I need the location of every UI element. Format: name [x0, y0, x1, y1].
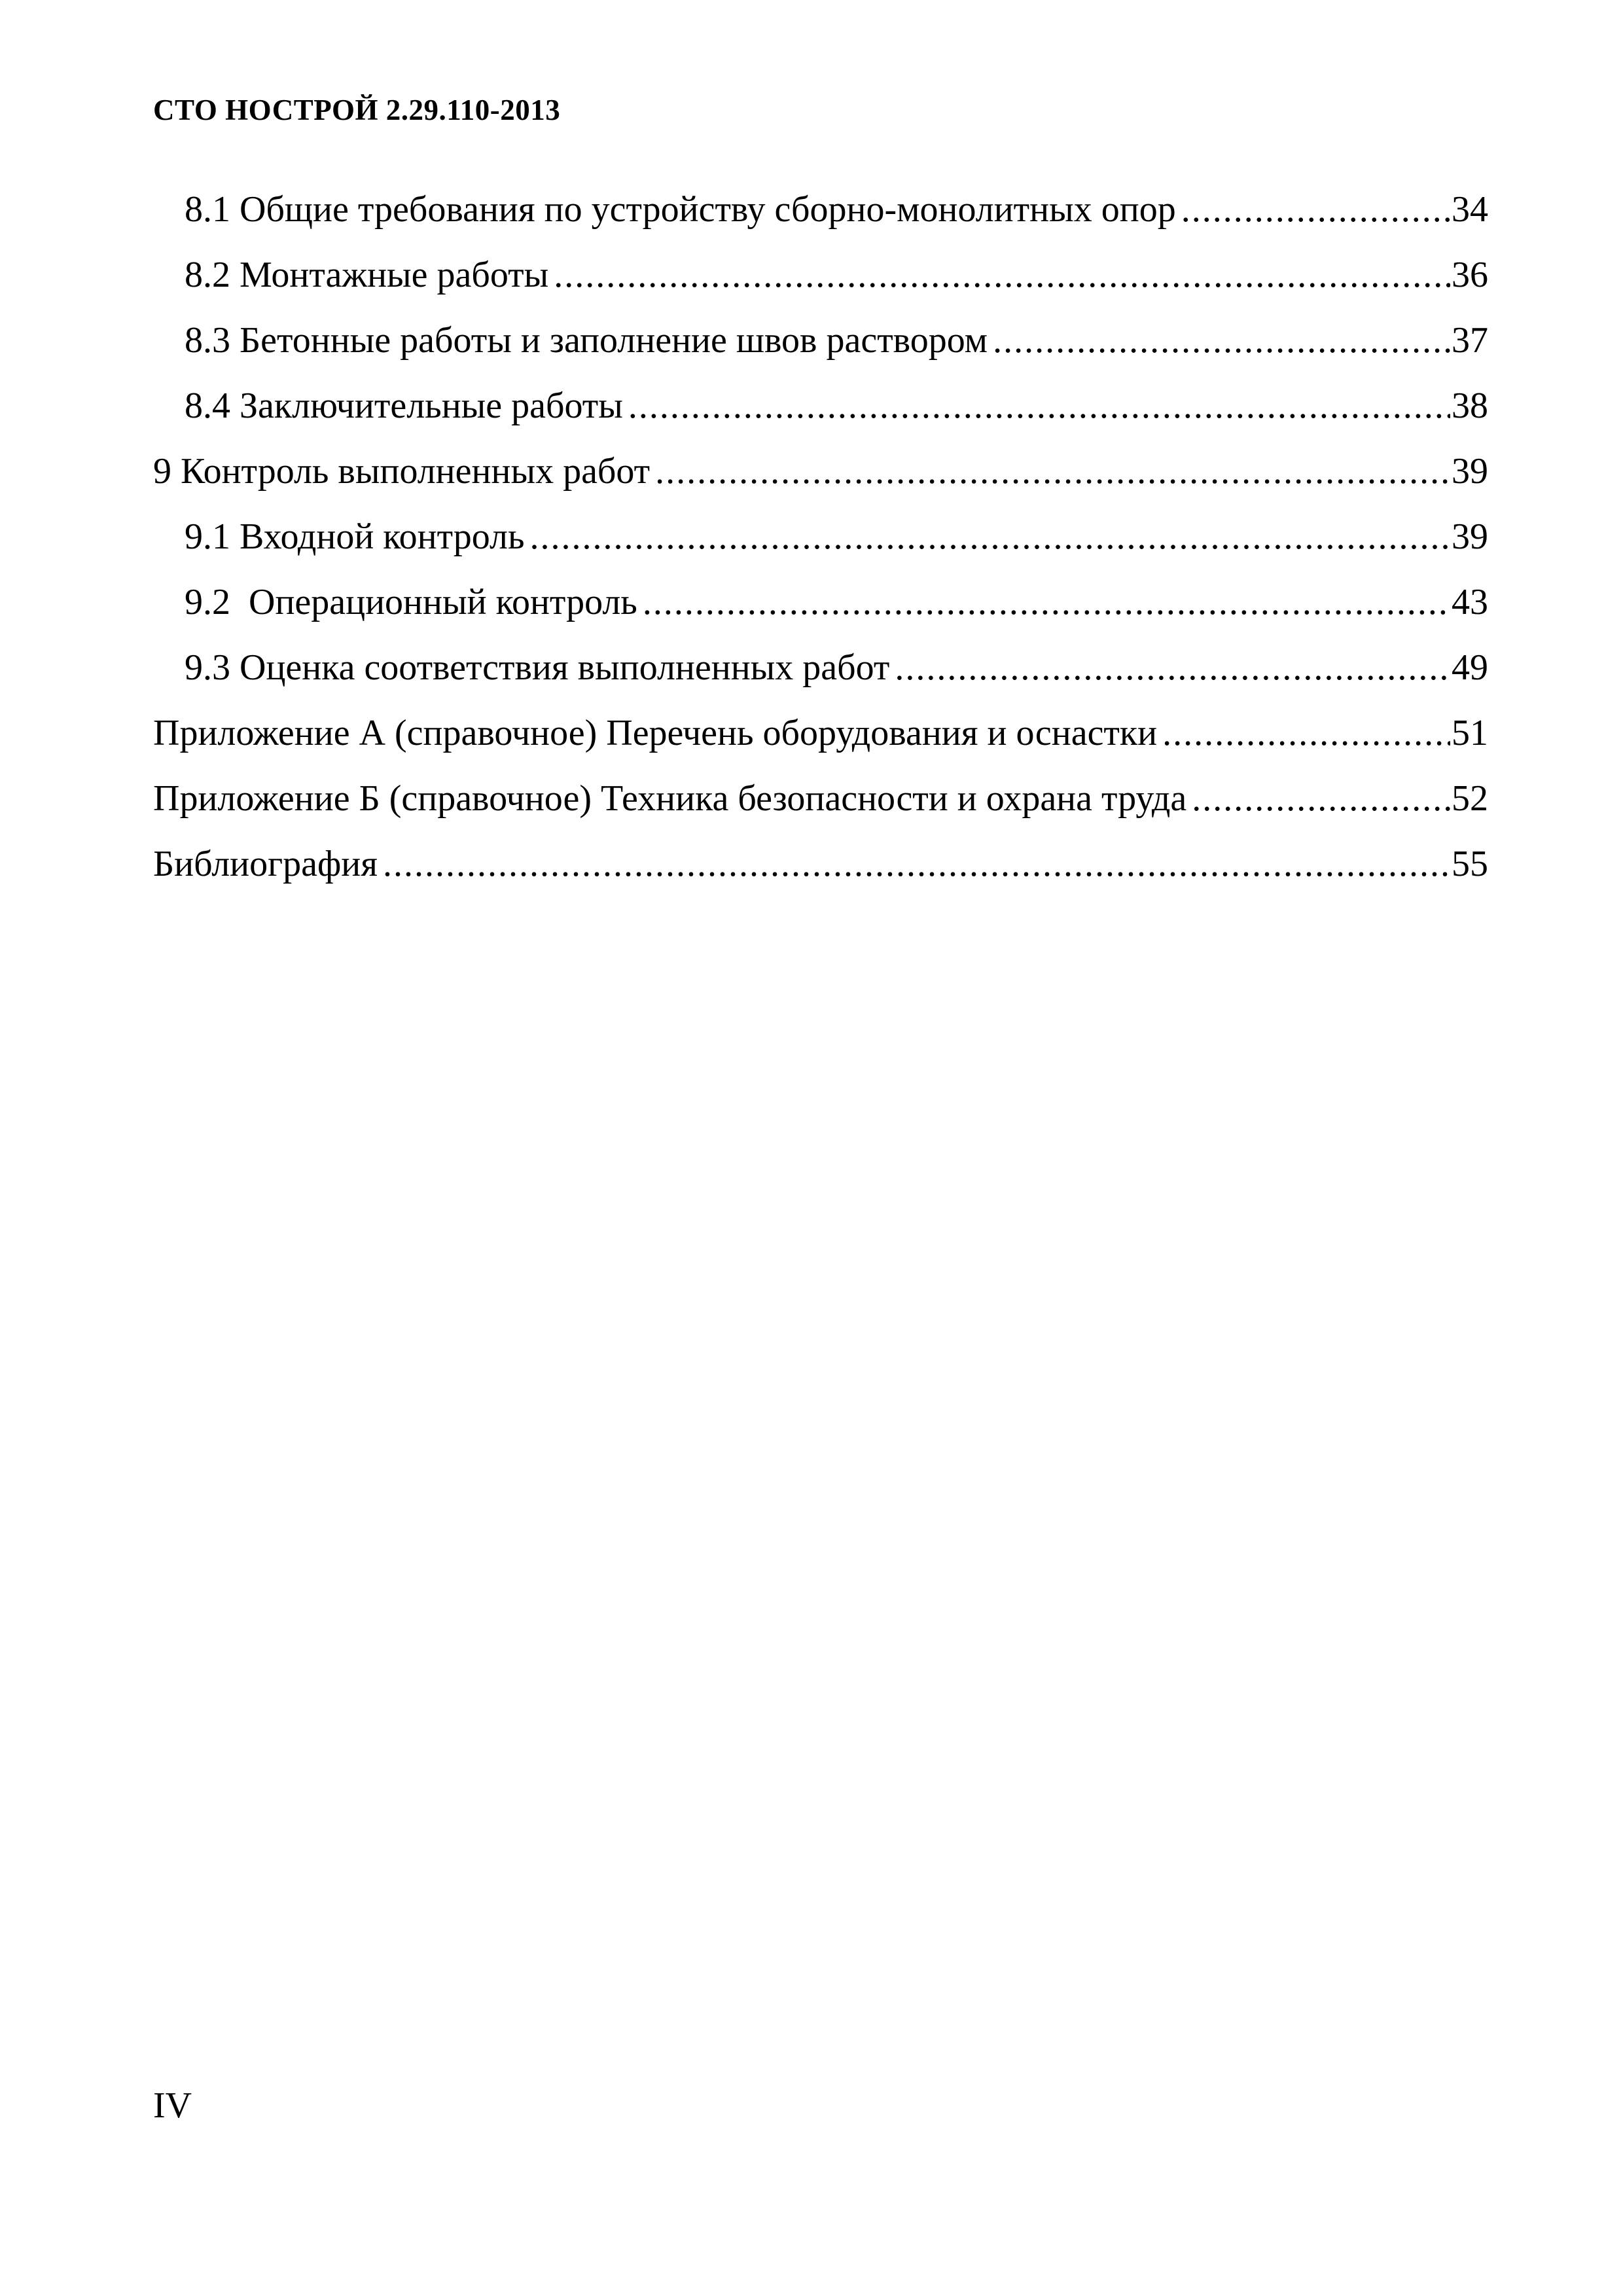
- toc-entry-bibliography: [153, 831, 1488, 897]
- toc-entry-9-2: [153, 569, 1488, 635]
- toc-leader-dots: [554, 242, 1450, 308]
- table-of-contents: [153, 177, 1488, 897]
- toc-leader-dots: [1192, 766, 1450, 831]
- toc-leader-dots: [1162, 700, 1450, 766]
- toc-entry-8-4: [153, 373, 1488, 439]
- toc-entry-8-1: [153, 177, 1488, 242]
- toc-entry-title: Библиография: [153, 844, 378, 884]
- toc-entry-title: 8.3 Бетонные работы и заполнение швов раствором: [185, 320, 988, 361]
- toc-entry-title: 8.2 Монтажные работы: [185, 255, 549, 295]
- toc-entry-page: 38: [1452, 386, 1488, 426]
- toc-entry-title: 8.1 Общие требования по устройству сборно-монолитных опор: [185, 189, 1176, 230]
- toc-entry-9-3: [153, 635, 1488, 700]
- toc-entry-page: 39: [1452, 451, 1488, 492]
- toc-entry-page: 52: [1452, 778, 1488, 819]
- toc-entry-page: 43: [1452, 582, 1488, 622]
- toc-leader-dots: [895, 635, 1450, 700]
- toc-leader-dots: [655, 439, 1450, 504]
- toc-leader-dots: [643, 569, 1450, 635]
- toc-leader-dots: [383, 831, 1450, 897]
- toc-entry-title: Приложение А (справочное) Перечень оборудования и оснастки: [153, 713, 1158, 753]
- toc-entry-title: 8.4 Заключительные работы: [185, 386, 623, 426]
- toc-entry-title: 9.2 Операционный контроль: [185, 582, 637, 622]
- toc-entry-9-1: [153, 504, 1488, 569]
- toc-entry-8-2: [153, 242, 1488, 308]
- toc-entry-8-3: [153, 308, 1488, 373]
- toc-entry-title: Приложение Б (справочное) Техника безопасности и охрана труда: [153, 778, 1187, 819]
- toc-leader-dots: [530, 504, 1450, 569]
- toc-entry-appendix-a: [153, 700, 1488, 766]
- toc-entry-title: 9.1 Входной контроль: [185, 516, 525, 557]
- toc-entry-title: 9 Контроль выполненных работ: [153, 451, 651, 492]
- toc-entry-page: 51: [1452, 713, 1488, 753]
- document-header: СТО НОСТРОЙ 2.29.110-2013: [153, 94, 561, 126]
- toc-leader-dots: [1181, 177, 1450, 242]
- toc-leader-dots: [993, 308, 1450, 373]
- toc-entry-page: 49: [1452, 647, 1488, 688]
- toc-entry-9: [153, 439, 1488, 504]
- toc-entry-page: 39: [1452, 516, 1488, 557]
- toc-entry-page: 55: [1452, 844, 1488, 884]
- page-number: IV: [153, 2085, 192, 2126]
- toc-entry-page: 34: [1452, 189, 1488, 230]
- toc-entry-appendix-b: [153, 766, 1488, 831]
- toc-entry-page: 36: [1452, 255, 1488, 295]
- toc-leader-dots: [628, 373, 1450, 439]
- toc-entry-page: 37: [1452, 320, 1488, 361]
- toc-entry-title: 9.3 Оценка соответствия выполненных работ: [185, 647, 890, 688]
